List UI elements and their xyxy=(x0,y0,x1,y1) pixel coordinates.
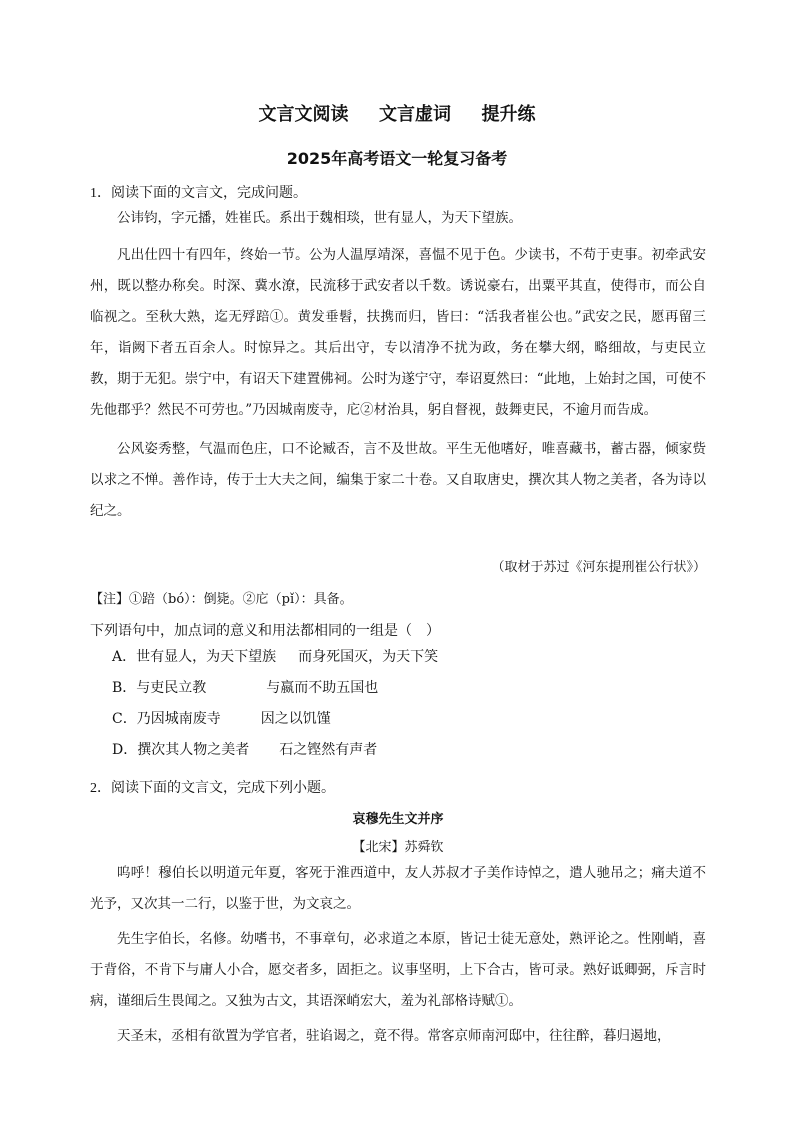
passage-1-source xyxy=(90,556,706,575)
passage-2-paragraph: 呜呼！穆伯长以明道元年夏，客死于淮西道中，友人苏叔才子美作诗悼之，遣人驰吊之；痛夫道不光予，又次其一二行，以鉴于世，为文哀之。 xyxy=(90,865,706,912)
source-citation: （取材于苏过《河东提刑崔公行状》） xyxy=(491,560,706,575)
option-a-left: A．世有显人，为天下望族 xyxy=(112,649,277,665)
passage-1-paragraph: 凡出仕四十有四年，终始一节。公为人温厚靖深，喜愠不见于色。少读书，不苟于吏事。初牵武安州，既以整办称矣。时深、冀水潦，民流移于武安者以千数。诱说豪右，出粟平其直，使得市，而公自临视之。至秋大熟，迄无殍踣①。黄发垂髫，扶携而归，皆曰：“活我者崔公也。”武安之民，愿再留三年，诣阙下者五百余人。时惊异之。其后出守，专以清净不扰为政，务在攀大纲，略细故，与吏民立教，期于无犯。崇宁中，有诏天下建置佛祠。公时为遂宁守，奉诏夏然曰：“此地，上始封之国，可使不先他郡乎？然民不可劳也。”乃因城南废寺，庀②材治具，躬自督视，鼓舞吏民，不逾月而告成。 xyxy=(90,247,706,418)
essay-author: 【北宋】苏舜钦 xyxy=(352,840,444,855)
page-title: 文言文阅读 文言虚词 提升练 xyxy=(258,104,536,125)
option-b[interactable] xyxy=(90,673,706,704)
passage-1-paragraph: 公讳钧，字元播，姓崔氏。系出于魏相琰，世有显人，为天下望族。 xyxy=(117,210,522,226)
answer-options xyxy=(90,642,706,766)
footnote: 【注】①踣（bó）：倒毙。②庀（pǐ）：具备。 xyxy=(90,592,353,607)
question-stem: 下列语句中，加点词的意义和用法都相同的一组是（ ） xyxy=(90,624,440,639)
essay-author-block xyxy=(90,836,706,855)
option-c-left: C．乃因城南废寺 xyxy=(112,711,221,727)
passage-1 xyxy=(90,203,706,527)
question-1-label: 1．阅读下面的文言文，完成问题。 xyxy=(90,186,307,201)
option-d[interactable] xyxy=(90,735,706,766)
option-b-right: 与嬴而不助五国也 xyxy=(266,680,379,696)
page-subtitle: 2025年高考语文一轮复习备考 xyxy=(286,149,508,168)
option-a-right: 而身死国灭，为天下笑 xyxy=(298,649,439,665)
question-2 xyxy=(90,777,706,797)
option-d-left: D．撰次其人物之美者 xyxy=(112,742,250,758)
question-1-prompt xyxy=(90,620,706,640)
passage-2-paragraph: 先生字伯长，名修。幼嗜书，不事章句，必求道之本原，皆记士徒无意处，熟评论之。性刚峭，喜于背俗，不肯下与庸人小合，愿交者多，固拒之。议事坚明，上下合古，皆可录。熟好诋卿弼，斥言时病，谨细后生畏闻之。又独为古文，其语深峭宏大，羞为礼部格诗赋①。 xyxy=(90,931,706,1009)
option-c-right: 因之以饥馑 xyxy=(260,711,331,727)
question-1 xyxy=(90,182,706,202)
option-c[interactable] xyxy=(90,704,706,735)
passage-1-paragraph: 公风姿秀整，气温而色庄，口不论臧否，言不及世故。平生无他嗜好，唯喜藏书，蓄古器，倾家赀以求之不惮。善作诗，传于士大夫之间，编集于家二十卷。又自取唐史，撰次其人物之美者，各为诗以纪之。 xyxy=(90,441,706,519)
option-d-right: 石之铿然有声者 xyxy=(279,742,378,758)
essay-title: 哀穆先生文并序 xyxy=(352,812,444,827)
essay-title-block xyxy=(90,808,706,827)
option-b-left: B．与吏民立教 xyxy=(112,680,207,696)
passage-2 xyxy=(90,858,706,1052)
option-a[interactable] xyxy=(90,642,706,673)
annotation-note xyxy=(90,588,706,607)
passage-2-paragraph: 天圣末，丞相有欲置为学官者，驻谄谒之，竟不得。常客京师南河邸中，往往醉，暮归遏地， xyxy=(117,1028,671,1044)
question-2-label: 2．阅读下面的文言文，完成下列小题。 xyxy=(90,781,335,796)
